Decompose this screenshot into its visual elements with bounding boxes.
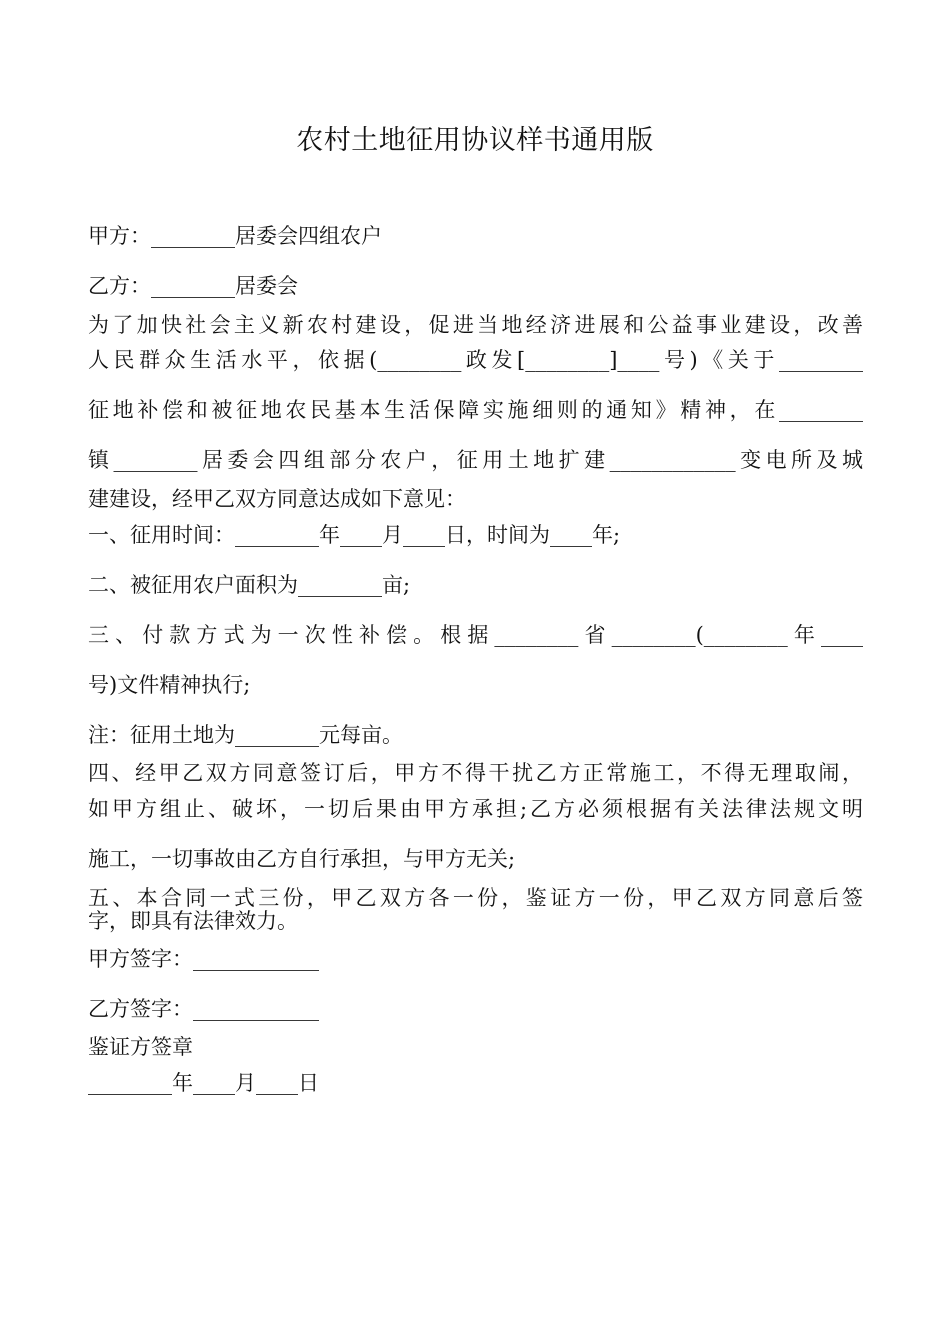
signing-date-line: ________年____月____日 (88, 1071, 319, 1095)
witness-seal-line: 鉴证方签章 (88, 1035, 193, 1059)
clause-4-line-1: 四、经甲乙双方同意签订后，甲方不得干扰乙方正常施工，不得无理取闹， (88, 761, 863, 785)
party-a-signature-line: 甲方签字：____________ (88, 947, 319, 971)
preamble-line-3: 征地补偿和被征地农民基本生活保障实施细则的通知》精神，在________ (88, 398, 863, 422)
clause-4-line-3: 施工，一切事故由乙方自行承担，与甲方无关; (88, 847, 516, 871)
note-line: 注：征用土地为________元每亩。 (88, 723, 403, 747)
clause-3-line-1: 三、付款方式为一次性补偿。根据________省________(________年____ (88, 623, 863, 647)
party-b-line: 乙方：________居委会 (88, 274, 298, 298)
preamble-line-1: 为了加快社会主义新农村建设，促进当地经济进展和公益事业建设，改善 (88, 313, 863, 337)
preamble-line-4: 镇________居委会四组部分农户，征用土地扩建____________变电所及城 (88, 448, 863, 472)
preamble-line-5: 建建设，经甲乙双方同意达成如下意见： (88, 487, 466, 511)
party-a-line: 甲方：________居委会四组农户 (88, 224, 382, 248)
clause-5-line-2: 字，即具有法律效力。 (88, 909, 298, 933)
document-title: 农村土地征用协议样书通用版 (296, 125, 654, 156)
clause-3-line-2: 号)文件精神执行; (88, 673, 251, 697)
preamble-line-2: 人民群众生活水平，依据(________政发[________]____号)《关于________ (88, 348, 863, 372)
clause-5-line-1: 五、本合同一式三份，甲乙双方各一份，鉴证方一份，甲乙双方同意后签 (88, 886, 863, 910)
party-b-signature-line: 乙方签字：____________ (88, 997, 319, 1021)
clause-4-line-2: 如甲方组止、破坏，一切后果由甲方承担;乙方必须根据有关法律法规文明 (88, 797, 863, 821)
clause-2-line: 二、被征用农户面积为________亩; (88, 573, 411, 597)
clause-1-line: 一、征用时间：________年____月____日，时间为____年; (88, 523, 621, 547)
